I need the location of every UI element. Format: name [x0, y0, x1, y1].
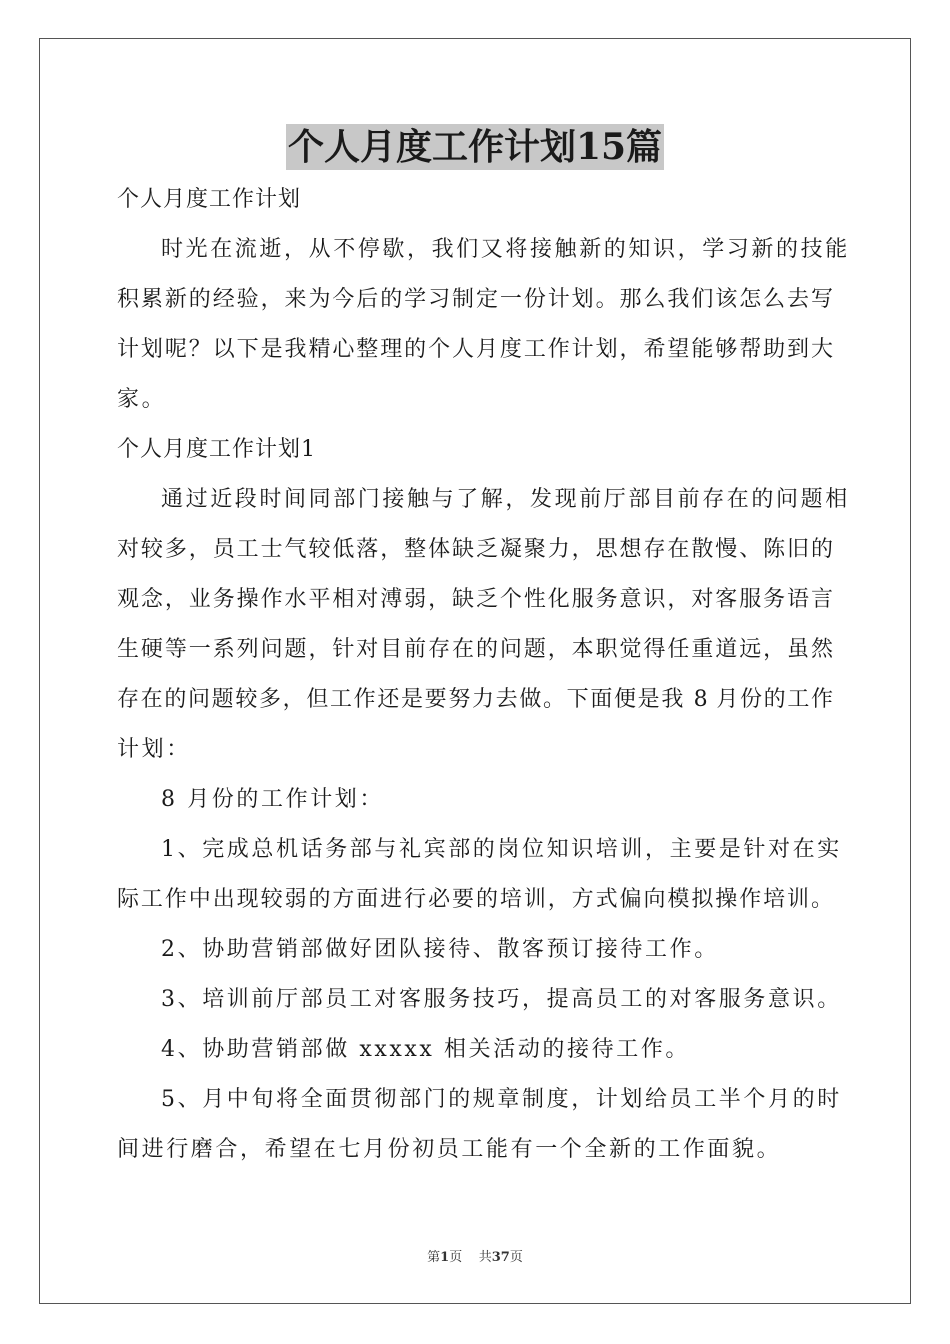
paragraph-line: 存在的问题较多，但工作还是要努力去做。下面便是我 8 月份的工作	[117, 687, 833, 712]
section-heading: 个人月度工作计划	[117, 187, 302, 212]
footer-total-prefix: 共	[478, 1250, 492, 1265]
paragraph-line: 8 月份的工作计划：	[161, 787, 384, 812]
footer-page-suffix: 页	[449, 1250, 463, 1265]
paragraph-line: 计划呢？以下是我精心整理的个人月度工作计划，希望能够帮助到大	[117, 337, 833, 362]
paragraph-line: 家。	[117, 387, 167, 412]
paragraph-line: 生硬等一系列问题，针对目前存在的问题，本职觉得任重道远，虽然	[117, 637, 833, 662]
footer-total-pages: 37	[491, 1250, 510, 1265]
section-heading: 个人月度工作计划1	[117, 437, 316, 462]
title-container	[0, 124, 950, 170]
list-item: 2、协助营销部做好团队接待、散客预订接待工作。	[161, 937, 719, 962]
list-item: 3、培训前厅部员工对客服务技巧，提高员工的对客服务意识。	[161, 987, 842, 1012]
list-item: 5、月中旬将全面贯彻部门的规章制度，计划给员工半个月的时	[161, 1087, 842, 1112]
list-item: 1、完成总机话务部与礼宾部的岗位知识培训，主要是针对在实	[161, 837, 842, 862]
list-item: 4、协助营销部做 xxxxx 相关活动的接待工作。	[161, 1037, 691, 1062]
page-footer	[0, 1246, 950, 1265]
footer-page-number: 1	[440, 1250, 450, 1265]
paragraph-line: 积累新的经验，来为今后的学习制定一份计划。那么我们该怎么去写	[117, 287, 833, 312]
paragraph-line: 通过近段时间同部门接触与了解，发现前厅部目前存在的问题相	[161, 487, 850, 512]
footer-page-prefix: 第	[427, 1250, 441, 1265]
paragraph-line: 计划：	[117, 737, 191, 762]
paragraph-line: 对较多，员工士气较低落，整体缺乏凝聚力，思想存在散慢、陈旧的	[117, 537, 833, 562]
list-item-continuation: 间进行磨合，希望在七月份初员工能有一个全新的工作面貌。	[117, 1137, 782, 1162]
paragraph-line: 时光在流逝，从不停歇，我们又将接触新的知识，学习新的技能	[161, 237, 850, 262]
paragraph-line: 观念，业务操作水平相对溥弱，缺乏个性化服务意识，对客服务语言	[117, 587, 833, 612]
document-title: 个人月度工作计划15篇	[287, 126, 663, 168]
footer-total-suffix: 页	[509, 1250, 523, 1265]
document-body	[117, 175, 850, 1175]
list-item-continuation: 际工作中出现较弱的方面进行必要的培训，方式偏向模拟操作培训。	[117, 887, 833, 912]
